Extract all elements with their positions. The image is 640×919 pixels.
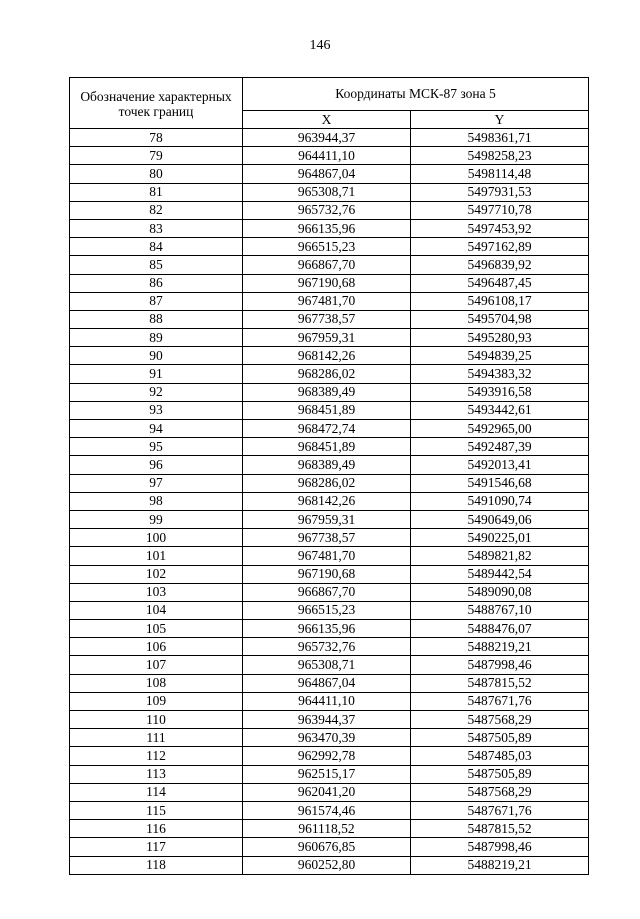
point-cell: 91 (70, 365, 243, 383)
y-cell: 5487998,46 (411, 656, 589, 674)
x-cell: 968389,49 (243, 456, 411, 474)
y-cell: 5492965,00 (411, 420, 589, 438)
table-row (70, 329, 589, 347)
point-cell: 116 (70, 820, 243, 838)
x-cell: 966867,70 (243, 583, 411, 601)
point-cell: 99 (70, 510, 243, 528)
header-y: Y (411, 111, 589, 129)
x-cell: 967190,68 (243, 274, 411, 292)
point-cell: 98 (70, 492, 243, 510)
table-row (70, 347, 589, 365)
table-row (70, 729, 589, 747)
table-row (70, 692, 589, 710)
x-cell: 968389,49 (243, 383, 411, 401)
x-cell: 966515,23 (243, 601, 411, 619)
point-cell: 105 (70, 620, 243, 638)
header-x: X (243, 111, 411, 129)
page-number: 146 (309, 38, 331, 53)
x-cell: 968286,02 (243, 365, 411, 383)
x-cell: 968451,89 (243, 438, 411, 456)
table-row (70, 238, 589, 256)
x-cell: 967481,70 (243, 292, 411, 310)
point-cell: 87 (70, 292, 243, 310)
y-cell: 5495704,98 (411, 310, 589, 328)
table-row (70, 565, 589, 583)
x-cell: 968451,89 (243, 401, 411, 419)
table-row (70, 201, 589, 219)
table-row (70, 492, 589, 510)
table-row (70, 765, 589, 783)
point-cell: 118 (70, 856, 243, 874)
table-row (70, 656, 589, 674)
y-cell: 5489442,54 (411, 565, 589, 583)
x-cell: 963470,39 (243, 729, 411, 747)
y-cell: 5487998,46 (411, 838, 589, 856)
y-cell: 5487485,03 (411, 747, 589, 765)
x-cell: 963944,37 (243, 129, 411, 147)
table-row (70, 365, 589, 383)
y-cell: 5489090,08 (411, 583, 589, 601)
y-cell: 5487671,76 (411, 692, 589, 710)
x-cell: 968142,26 (243, 492, 411, 510)
table-row (70, 147, 589, 165)
x-cell: 968142,26 (243, 347, 411, 365)
y-cell: 5498258,23 (411, 147, 589, 165)
x-cell: 965732,76 (243, 201, 411, 219)
point-cell: 82 (70, 201, 243, 219)
x-cell: 962992,78 (243, 747, 411, 765)
x-cell: 964867,04 (243, 674, 411, 692)
y-cell: 5487568,29 (411, 783, 589, 801)
point-cell: 95 (70, 438, 243, 456)
point-cell: 106 (70, 638, 243, 656)
x-cell: 966135,96 (243, 620, 411, 638)
x-cell: 961118,52 (243, 820, 411, 838)
x-cell: 968286,02 (243, 474, 411, 492)
y-cell: 5487505,89 (411, 729, 589, 747)
point-cell: 85 (70, 256, 243, 274)
y-cell: 5496487,45 (411, 274, 589, 292)
x-cell: 963944,37 (243, 711, 411, 729)
table-body (70, 129, 589, 875)
point-cell: 88 (70, 310, 243, 328)
point-cell: 115 (70, 801, 243, 819)
point-cell: 90 (70, 347, 243, 365)
point-cell: 92 (70, 383, 243, 401)
header-point-designation: Обозначение характерных точек границ (70, 78, 243, 129)
point-cell: 78 (70, 129, 243, 147)
y-cell: 5492487,39 (411, 438, 589, 456)
table-row (70, 674, 589, 692)
y-cell: 5491090,74 (411, 492, 589, 510)
table-row (70, 801, 589, 819)
table-row (70, 456, 589, 474)
x-cell: 964411,10 (243, 692, 411, 710)
table-row (70, 601, 589, 619)
y-cell: 5491546,68 (411, 474, 589, 492)
table-row (70, 474, 589, 492)
point-cell: 86 (70, 274, 243, 292)
table-row (70, 383, 589, 401)
table-row (70, 310, 589, 328)
x-cell: 967959,31 (243, 510, 411, 528)
point-cell: 96 (70, 456, 243, 474)
point-cell: 80 (70, 165, 243, 183)
y-cell: 5488767,10 (411, 601, 589, 619)
y-cell: 5497162,89 (411, 238, 589, 256)
x-cell: 964867,04 (243, 165, 411, 183)
point-cell: 94 (70, 420, 243, 438)
point-cell: 110 (70, 711, 243, 729)
x-cell: 960676,85 (243, 838, 411, 856)
y-cell: 5494383,32 (411, 365, 589, 383)
x-cell: 962041,20 (243, 783, 411, 801)
table-row (70, 129, 589, 147)
point-cell: 104 (70, 601, 243, 619)
y-cell: 5487815,52 (411, 674, 589, 692)
table-row (70, 274, 589, 292)
point-cell: 107 (70, 656, 243, 674)
x-cell: 967481,70 (243, 547, 411, 565)
x-cell: 966867,70 (243, 256, 411, 274)
table-row (70, 219, 589, 237)
table-row (70, 547, 589, 565)
y-cell: 5488476,07 (411, 620, 589, 638)
point-cell: 109 (70, 692, 243, 710)
coordinates-table (69, 77, 589, 875)
point-cell: 113 (70, 765, 243, 783)
table-row (70, 620, 589, 638)
x-cell: 966135,96 (243, 219, 411, 237)
table-row (70, 820, 589, 838)
y-cell: 5496839,92 (411, 256, 589, 274)
x-cell: 965308,71 (243, 183, 411, 201)
table-row (70, 292, 589, 310)
point-cell: 117 (70, 838, 243, 856)
y-cell: 5487568,29 (411, 711, 589, 729)
x-cell: 964411,10 (243, 147, 411, 165)
table-row (70, 165, 589, 183)
point-cell: 101 (70, 547, 243, 565)
y-cell: 5497931,53 (411, 183, 589, 201)
x-cell: 967190,68 (243, 565, 411, 583)
table-row (70, 783, 589, 801)
table-row (70, 183, 589, 201)
y-cell: 5487815,52 (411, 820, 589, 838)
table-row (70, 256, 589, 274)
y-cell: 5493442,61 (411, 401, 589, 419)
point-cell: 79 (70, 147, 243, 165)
table-header (70, 78, 589, 129)
y-cell: 5493916,58 (411, 383, 589, 401)
point-cell: 103 (70, 583, 243, 601)
y-cell: 5495280,93 (411, 329, 589, 347)
x-cell: 965732,76 (243, 638, 411, 656)
point-cell: 84 (70, 238, 243, 256)
point-cell: 100 (70, 529, 243, 547)
table-row (70, 529, 589, 547)
y-cell: 5488219,21 (411, 638, 589, 656)
y-cell: 5494839,25 (411, 347, 589, 365)
table-row (70, 747, 589, 765)
table-row (70, 420, 589, 438)
point-cell: 114 (70, 783, 243, 801)
y-cell: 5492013,41 (411, 456, 589, 474)
table-row (70, 838, 589, 856)
point-cell: 112 (70, 747, 243, 765)
table-row (70, 438, 589, 456)
table-row (70, 583, 589, 601)
y-cell: 5488219,21 (411, 856, 589, 874)
x-cell: 962515,17 (243, 765, 411, 783)
y-cell: 5490225,01 (411, 529, 589, 547)
table-row (70, 638, 589, 656)
point-cell: 97 (70, 474, 243, 492)
y-cell: 5498361,71 (411, 129, 589, 147)
y-cell: 5489821,82 (411, 547, 589, 565)
y-cell: 5496108,17 (411, 292, 589, 310)
header-coordinate-system: Координаты МСК-87 зона 5 (243, 78, 589, 111)
y-cell: 5497710,78 (411, 201, 589, 219)
x-cell: 967738,57 (243, 310, 411, 328)
point-cell: 81 (70, 183, 243, 201)
table-row (70, 401, 589, 419)
x-cell: 966515,23 (243, 238, 411, 256)
x-cell: 960252,80 (243, 856, 411, 874)
x-cell: 967738,57 (243, 529, 411, 547)
table-row (70, 856, 589, 874)
y-cell: 5490649,06 (411, 510, 589, 528)
y-cell: 5497453,92 (411, 219, 589, 237)
x-cell: 961574,46 (243, 801, 411, 819)
y-cell: 5487505,89 (411, 765, 589, 783)
x-cell: 967959,31 (243, 329, 411, 347)
point-cell: 102 (70, 565, 243, 583)
table-row (70, 711, 589, 729)
point-cell: 93 (70, 401, 243, 419)
y-cell: 5487671,76 (411, 801, 589, 819)
point-cell: 111 (70, 729, 243, 747)
x-cell: 965308,71 (243, 656, 411, 674)
table-row (70, 510, 589, 528)
point-cell: 89 (70, 329, 243, 347)
y-cell: 5498114,48 (411, 165, 589, 183)
point-cell: 83 (70, 219, 243, 237)
point-cell: 108 (70, 674, 243, 692)
x-cell: 968472,74 (243, 420, 411, 438)
